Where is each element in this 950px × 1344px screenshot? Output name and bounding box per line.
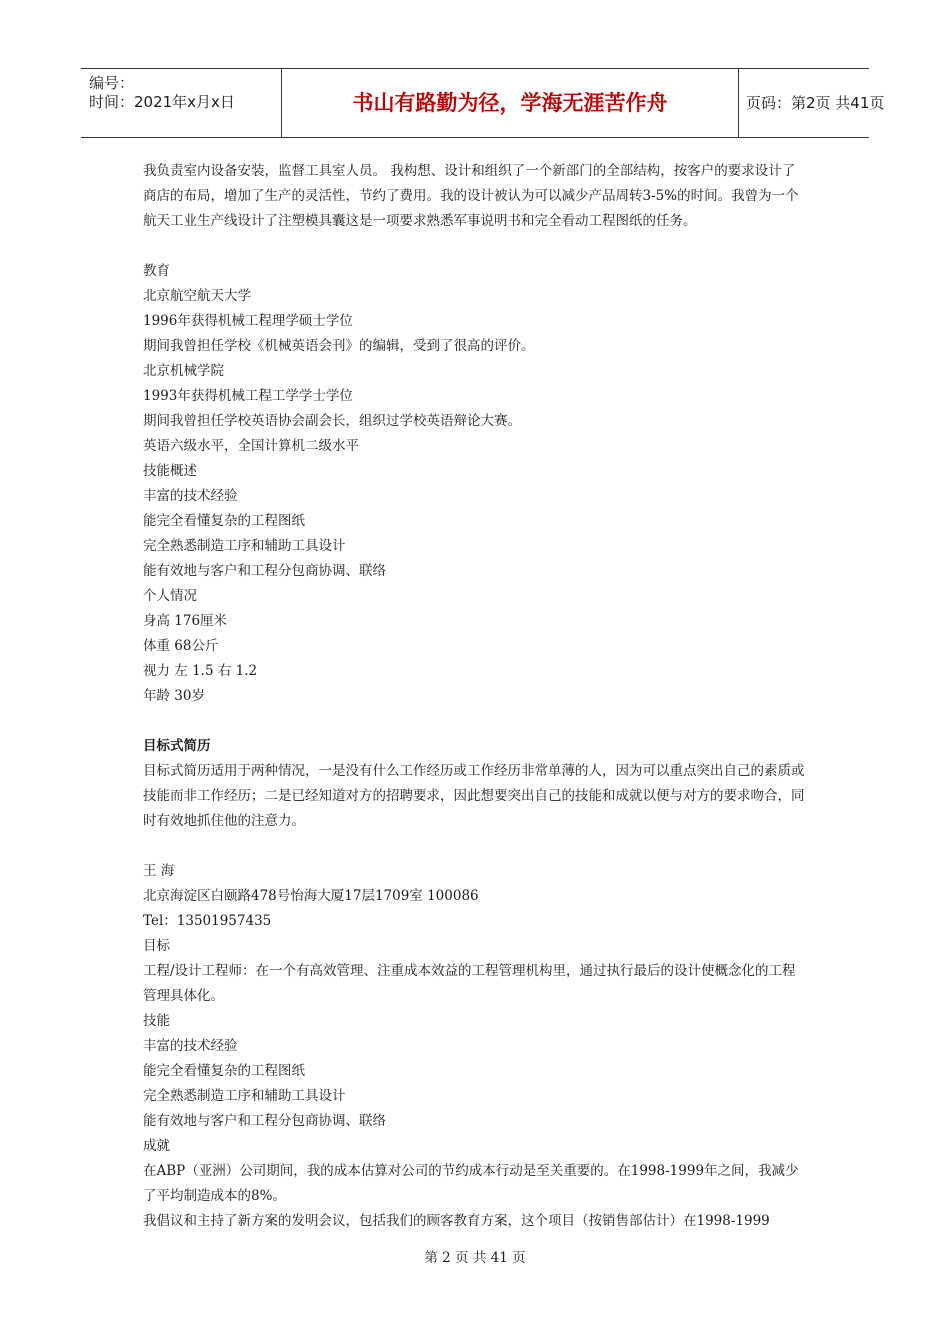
page-footer: 第 2 页 共 41 页: [424, 1250, 526, 1266]
text-line: 丰富的技术经验: [143, 488, 238, 504]
text-line: 体重 68公斤: [143, 638, 219, 654]
text-line: 能完全看懂复杂的工程图纸: [143, 1063, 305, 1079]
resume-name: 王 海: [143, 863, 175, 879]
section-heading-achievements: 成就: [143, 1138, 170, 1154]
text-line: 1993年获得机械工程工学学士学位: [143, 388, 353, 404]
paragraph: 我倡议和主持了新方案的发明会议，包括我们的顾客教育方案，这个项目（按销售部估计）在1998-1999: [143, 1213, 770, 1229]
text-line: 能有效地与客户和工程分包商协调、联络: [143, 563, 386, 579]
header-page-info: 页码：第2页 共41页: [746, 94, 885, 112]
text-line: 北京机械学院: [143, 363, 224, 379]
resume-address: 北京海淀区白颐路478号怡海大厦17层1709室 100086: [143, 888, 479, 904]
section-heading-personal: 个人情况: [143, 588, 197, 604]
text-line: 英语六级水平，全国计算机二级水平: [143, 438, 359, 454]
header-motto: 书山有路勤为径，学海无涯苦作舟: [281, 69, 739, 137]
text-line: 视力 左 1.5 右 1.2: [143, 663, 258, 679]
date-label: 时间：2021年x月x日: [89, 93, 235, 111]
text-line: 能有效地与客户和工程分包商协调、联络: [143, 1113, 386, 1129]
text-line: 能完全看懂复杂的工程图纸: [143, 513, 305, 529]
text-line: 完全熟悉制造工序和辅助工具设计: [143, 538, 346, 554]
text-line: 年龄 30岁: [143, 688, 205, 704]
text-line: 丰富的技术经验: [143, 1038, 238, 1054]
section-title: 目标式简历: [143, 738, 211, 754]
text-line: 1996年获得机械工程理学硕士学位: [143, 313, 353, 329]
paragraph: 目标式简历适用于两种情况，一是没有什么工作经历或工作经历非常单薄的人，因为可以重点突出自己的素质或技能而非工作经历；二是已经知道对方的招聘要求，因此想要突出自己的技能和成就以便与对方的要求吻合，同时有效地抓住他的注意力。: [143, 763, 805, 829]
number-label: 编号：: [89, 74, 135, 92]
paragraph: 我负责室内设备安装，监督工具室人员。 我构想、设计和组织了一个新部门的全部结构，按客户的要求设计了商店的布局，增加了生产的灵活性，节约了费用。我的设计被认为可以减少产品周转3-5%的时间。我曾为一个航天工业生产线设计了注塑模具囊这是一项要求熟悉军事说明书和完全看动工程图纸的任务。: [143, 163, 799, 229]
document-body: [143, 159, 808, 1234]
page-header: [81, 68, 885, 138]
section-heading-skills: 技能: [143, 1013, 170, 1029]
section-heading-education: 教育: [143, 263, 170, 279]
resume-tel: Tel：13501957435: [143, 913, 272, 929]
section-heading-skills-overview: 技能概述: [143, 463, 197, 479]
text-line: 期间我曾担任学校英语协会副会长，组织过学校英语辩论大赛。: [143, 413, 521, 429]
section-heading-goal: 目标: [143, 938, 170, 954]
paragraph: 工程/设计工程师：在一个有高效管理、注重成本效益的工程管理机构里，通过执行最后的设计使概念化的工程管理具体化。: [143, 963, 796, 1004]
text-line: 完全熟悉制造工序和辅助工具设计: [143, 1088, 346, 1104]
text-line: 期间我曾担任学校《机械英语会刊》的编辑，受到了很高的评价。: [143, 338, 535, 354]
header-meta: [81, 69, 281, 137]
text-line: 身高 176厘米: [143, 613, 228, 629]
text-line: 北京航空航天大学: [143, 288, 251, 304]
paragraph: 在ABP（亚洲）公司期间，我的成本估算对公司的节约成本行动是至关重要的。在1998-1999年之间，我减少了平均制造成本的8%。: [143, 1163, 799, 1204]
